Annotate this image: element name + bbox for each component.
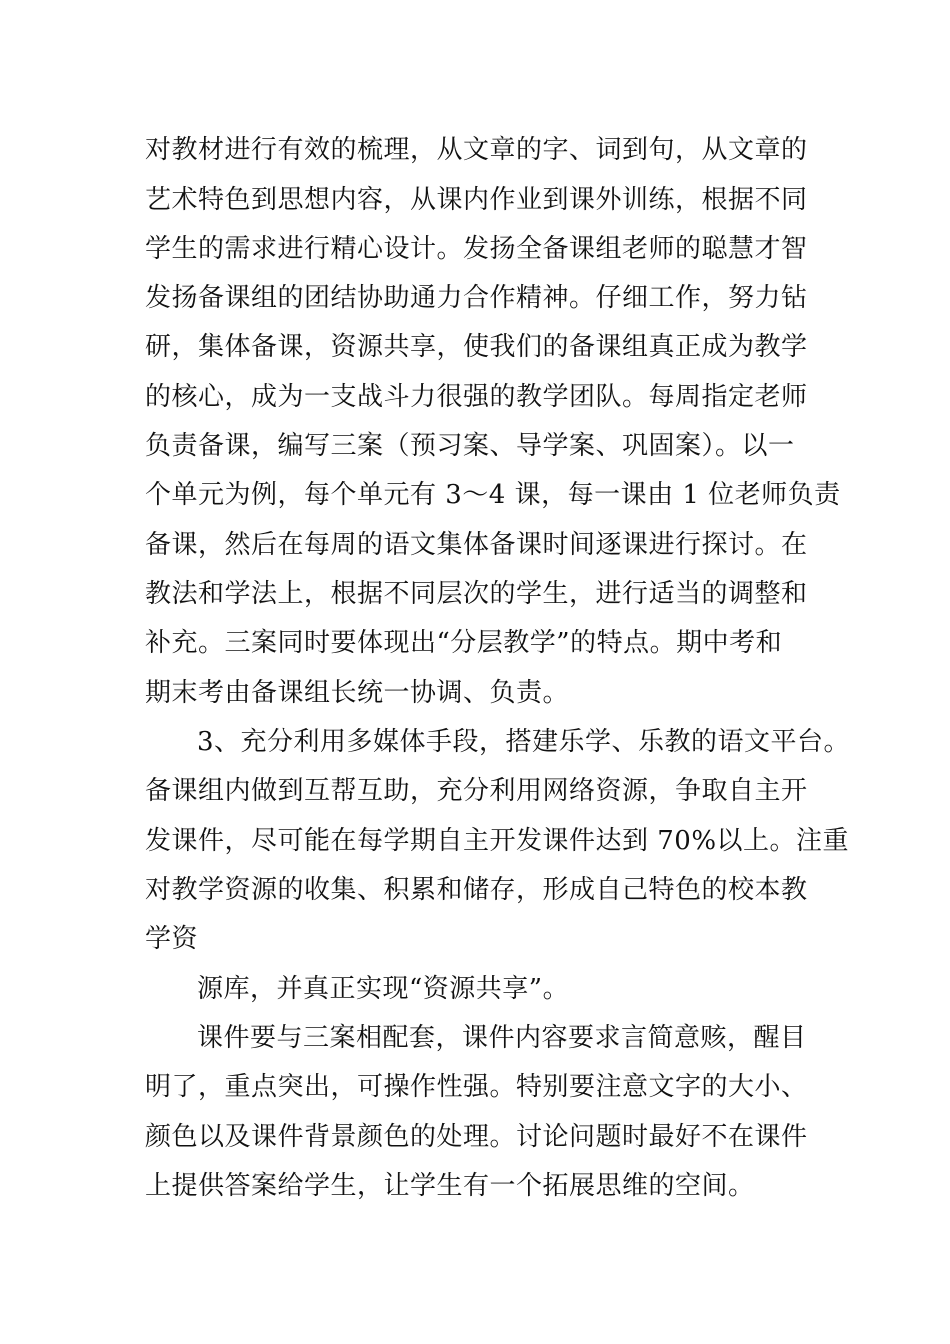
text-line-6: 的核心，成为一支战斗力很强的教学团队。每周指定老师 [145,382,808,412]
text-line-9: 备课，然后在每周的语文集体备课时间逐课进行探讨。在 [145,530,808,560]
text-line-8: 个单元为例，每个单元有 3～4 课，每一课由 1 位老师负责 [145,480,841,510]
text-line-7: 负责备课，编写三案（预习案、导学案、巩固案）。以一 [145,431,795,461]
text-line-5: 研，集体备课，资源共享，使我们的备课组真正成为教学 [145,332,808,362]
text-line-22: 上提供答案给学生，让学生有一个拓展思维的空间。 [145,1171,755,1201]
text-line-13: 3、充分利用多媒体手段，搭建乐学、乐教的语文平台。 [197,727,851,757]
text-line-15: 发课件，尽可能在每学期自主开发课件达到 70%以上。注重 [145,826,850,856]
text-line-16: 对教学资源的收集、积累和储存，形成自己特色的校本教 [145,875,808,905]
text-line-19: 课件要与三案相配套，课件内容要求言简意赅，醒目 [197,1023,807,1053]
text-line-21: 颜色以及课件背景颜色的处理。讨论问题时最好不在课件 [145,1122,808,1152]
text-line-18: 源库，并真正实现“资源共享”。 [197,974,570,1004]
text-line-4: 发扬备课组的团结协助通力合作精神。仔细工作，努力钻 [145,283,808,313]
text-line-1: 对教材进行有效的梳理，从文章的字、词到句，从文章的 [145,135,808,165]
text-line-14: 备课组内做到互帮互助，充分利用网络资源，争取自主开 [145,776,808,806]
text-line-10: 教法和学法上，根据不同层次的学生，进行适当的调整和 [145,579,808,609]
text-line-17: 学资 [145,924,199,954]
text-line-11: 补充。三案同时要体现出“分层教学”的特点。期中考和 [145,628,783,658]
text-line-3: 学生的需求进行精心设计。发扬全备课组老师的聪慧才智 [145,234,808,264]
text-line-20: 明了，重点突出，可操作性强。特别要注意文字的大小、 [145,1072,808,1102]
text-line-2: 艺术特色到思想内容，从课内作业到课外训练，根据不同 [145,185,808,215]
text-line-12: 期末考由备课组长统一协调、负责。 [145,678,570,708]
